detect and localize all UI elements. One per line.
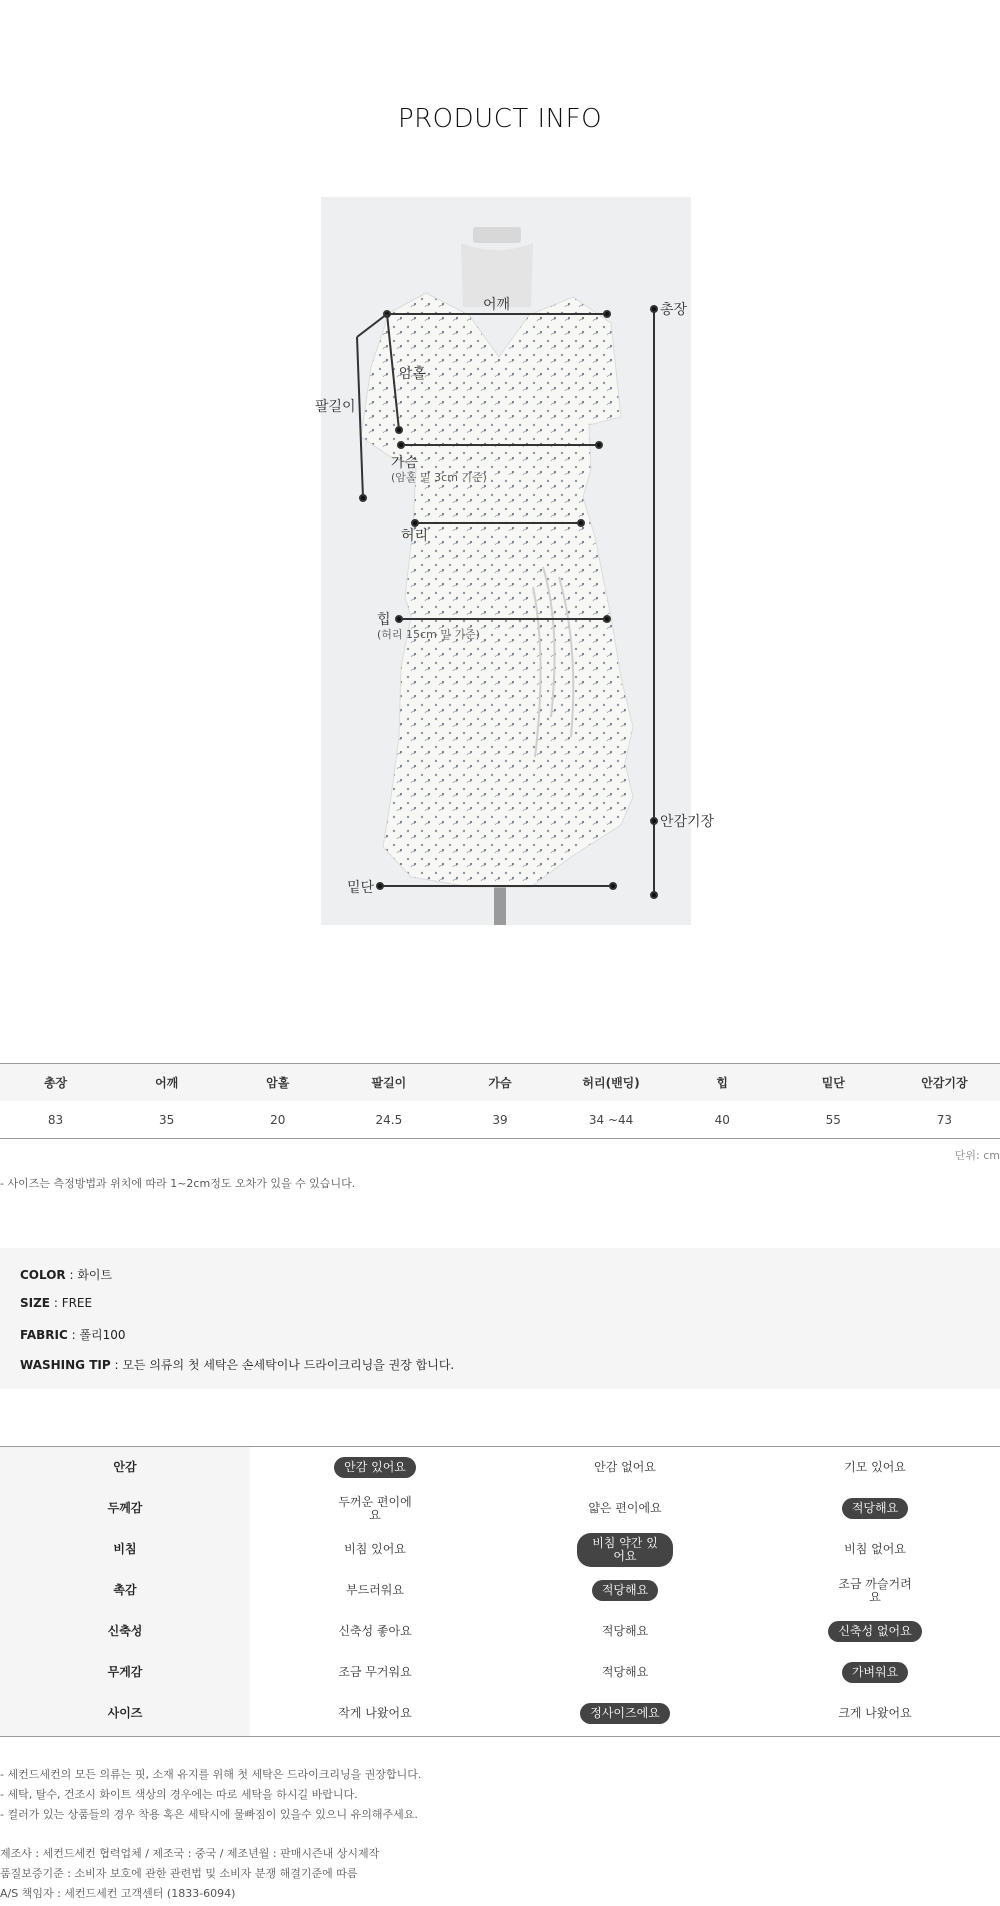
fit-option-text: 적당해요 xyxy=(601,1624,649,1638)
fit-option-text: 부드러워요 xyxy=(346,1583,404,1597)
info-color-value: 화이트 xyxy=(77,1268,113,1282)
fit-row-elasticity xyxy=(0,1611,1000,1652)
info-size-key: SIZE xyxy=(20,1296,51,1310)
info-color: COLOR : 화이트 xyxy=(20,1268,113,1282)
fit-option-selected xyxy=(500,1529,750,1570)
size-header: 어깨 xyxy=(111,1064,222,1102)
size-value: 24.5 xyxy=(333,1101,444,1139)
fit-option-selected xyxy=(750,1611,1000,1652)
fit-option xyxy=(500,1611,750,1652)
fit-label: 사이즈 xyxy=(107,1706,143,1720)
size-value: 35 xyxy=(111,1101,222,1139)
size-value: 73 xyxy=(889,1101,1000,1139)
fit-option-text: 정사이즈에요 xyxy=(580,1703,670,1724)
size-header: 총장 xyxy=(0,1064,111,1102)
size-value: 34 ~44 xyxy=(556,1101,667,1139)
size-header: 허리(밴딩) xyxy=(556,1064,667,1102)
label-hem: 밑단 xyxy=(347,880,375,896)
info-washing-key: WASHING TIP xyxy=(20,1358,111,1372)
fit-option-text: 적당해요 xyxy=(592,1580,658,1601)
size-table-value-row xyxy=(0,1101,1000,1139)
fit-option xyxy=(500,1447,750,1488)
fit-option-text: 두꺼운 편이에요 xyxy=(338,1494,412,1522)
label-chest-note: (암홀 밑 3cm 기준) xyxy=(391,471,487,484)
size-unit: 단위: cm xyxy=(954,1149,1000,1162)
info-fabric-key: FABRIC xyxy=(20,1328,68,1342)
fit-option-text: 안감 있어요 xyxy=(334,1457,416,1478)
label-shoulder: 어깨 xyxy=(483,297,511,313)
manufacturer-line: 제조사 : 세컨드세컨 협력업체 / 제조국 : 중국 / 제조년월 : 판매시즌내 상시제작 xyxy=(0,1847,380,1860)
info-fabric-value: 폴리100 xyxy=(79,1328,126,1342)
size-header: 안감기장 xyxy=(889,1064,1000,1102)
fit-option-text: 가벼워요 xyxy=(842,1662,908,1683)
fit-label: 신축성 xyxy=(107,1624,143,1638)
fit-option-text: 안감 없어요 xyxy=(594,1460,656,1474)
fit-option-text: 신축성 좋아요 xyxy=(338,1624,412,1638)
fit-option-text: 비침 없어요 xyxy=(844,1542,906,1556)
fit-label: 두께감 xyxy=(107,1501,143,1515)
fit-option-text: 얇은 편이에요 xyxy=(588,1501,662,1515)
fit-option xyxy=(500,1488,750,1529)
fit-option-selected xyxy=(750,1652,1000,1693)
size-value: 20 xyxy=(222,1101,333,1139)
info-size-value: FREE xyxy=(61,1296,93,1310)
fit-row-weight xyxy=(0,1652,1000,1693)
label-hip: 힙 xyxy=(377,612,391,628)
size-header: 힙 xyxy=(667,1064,778,1102)
size-header: 가슴 xyxy=(444,1064,555,1102)
fit-option xyxy=(250,1693,500,1734)
care-note: - 컬러가 있는 상품들의 경우 착용 혹은 세탁시에 물빠짐이 있을수 있으니 유의해주세요. xyxy=(0,1808,418,1821)
label-chest: 가슴 xyxy=(391,455,419,471)
fit-option-text: 적당해요 xyxy=(842,1498,908,1519)
label-waist: 허리 xyxy=(401,528,429,544)
page-title: PRODUCT INFO xyxy=(397,104,603,134)
fit-option xyxy=(750,1529,1000,1570)
size-header: 팔길이 xyxy=(333,1064,444,1102)
size-header: 밑단 xyxy=(778,1064,889,1102)
label-total-length: 총장 xyxy=(660,302,688,318)
size-value: 55 xyxy=(778,1101,889,1139)
info-washing: WASHING TIP : 모든 의류의 첫 세탁은 손세탁이나 드라이크리닝을 권장 합니다. xyxy=(20,1358,455,1372)
fit-option-text: 작게 나왔어요 xyxy=(338,1706,412,1720)
fit-label: 촉감 xyxy=(113,1583,137,1597)
fit-option xyxy=(250,1570,500,1611)
info-color-key: COLOR xyxy=(20,1268,66,1282)
fit-option xyxy=(750,1570,1000,1611)
fit-option xyxy=(250,1652,500,1693)
fit-option-text: 조금 무거워요 xyxy=(338,1665,412,1679)
fit-option-text: 비침 약간 있어요 xyxy=(577,1533,673,1567)
size-table-header-row xyxy=(0,1064,1000,1102)
fit-option-selected xyxy=(750,1488,1000,1529)
fit-option xyxy=(250,1488,500,1529)
label-sleeve: 팔길이 xyxy=(315,399,356,415)
label-armhole: 암홀 xyxy=(399,366,427,382)
fit-label: 안감 xyxy=(113,1460,137,1474)
fit-label: 무게감 xyxy=(107,1665,143,1679)
size-note: - 사이즈는 측정방법과 위치에 따라 1~2cm정도 오차가 있을 수 있습니다. xyxy=(0,1177,356,1190)
product-photo xyxy=(315,197,715,925)
care-notes xyxy=(0,1765,421,1825)
manufacturer-line: A/S 책임자 : 세컨드세컨 고객센터 (1833-6094) xyxy=(0,1887,236,1900)
fit-option-selected xyxy=(250,1447,500,1488)
info-washing-value: 모든 의류의 첫 세탁은 손세탁이나 드라이크리닝을 권장 합니다. xyxy=(122,1358,455,1372)
fit-option-text: 적당해요 xyxy=(601,1665,649,1679)
size-header: 암홀 xyxy=(222,1064,333,1102)
label-lining-length: 안감기장 xyxy=(660,814,715,830)
fit-option-text: 크게 나왔어요 xyxy=(838,1706,912,1720)
fit-option xyxy=(250,1611,500,1652)
fit-option-selected xyxy=(500,1693,750,1734)
fit-row-sheerness xyxy=(0,1529,1000,1570)
fit-row-lining xyxy=(0,1447,1000,1488)
info-size: SIZE : FREE xyxy=(20,1296,93,1310)
label-hip-note: (허리 15cm 밑 기준) xyxy=(377,628,480,641)
product-info-box xyxy=(0,1248,1000,1389)
size-value: 39 xyxy=(444,1101,555,1139)
fit-option-text: 비침 있어요 xyxy=(344,1542,406,1556)
care-note: - 세컨드세컨의 모든 의류는 핏, 소재 유지를 위해 첫 세탁은 드라이크리닝을 권장합니다. xyxy=(0,1768,422,1781)
fit-label: 비침 xyxy=(113,1542,137,1556)
fit-option-text: 기모 있어요 xyxy=(844,1460,906,1474)
size-value: 83 xyxy=(0,1101,111,1139)
fit-option xyxy=(500,1652,750,1693)
fit-row-texture xyxy=(0,1570,1000,1611)
size-value: 40 xyxy=(667,1101,778,1139)
fit-row-thickness xyxy=(0,1488,1000,1529)
fit-option xyxy=(750,1447,1000,1488)
fit-table xyxy=(0,1446,1000,1737)
fit-row-size xyxy=(0,1693,1000,1734)
fit-option-text: 조금 까슬거려요 xyxy=(838,1576,912,1604)
care-note: - 세탁, 탈수, 건조시 화이트 색상의 경우에는 따로 세탁을 하시길 바랍니다. xyxy=(0,1788,358,1801)
fit-option xyxy=(750,1693,1000,1734)
fit-option xyxy=(250,1529,500,1570)
fit-option-selected xyxy=(500,1570,750,1611)
info-fabric: FABRIC : 폴리100 xyxy=(20,1328,126,1342)
manufacturer-info xyxy=(0,1844,379,1904)
fit-option-text: 신축성 없어요 xyxy=(828,1621,921,1642)
size-table xyxy=(0,1063,1000,1139)
manufacturer-line: 품질보증기준 : 소비자 보호에 관한 관련법 및 소비자 분쟁 해결기준에 따름 xyxy=(0,1867,358,1880)
